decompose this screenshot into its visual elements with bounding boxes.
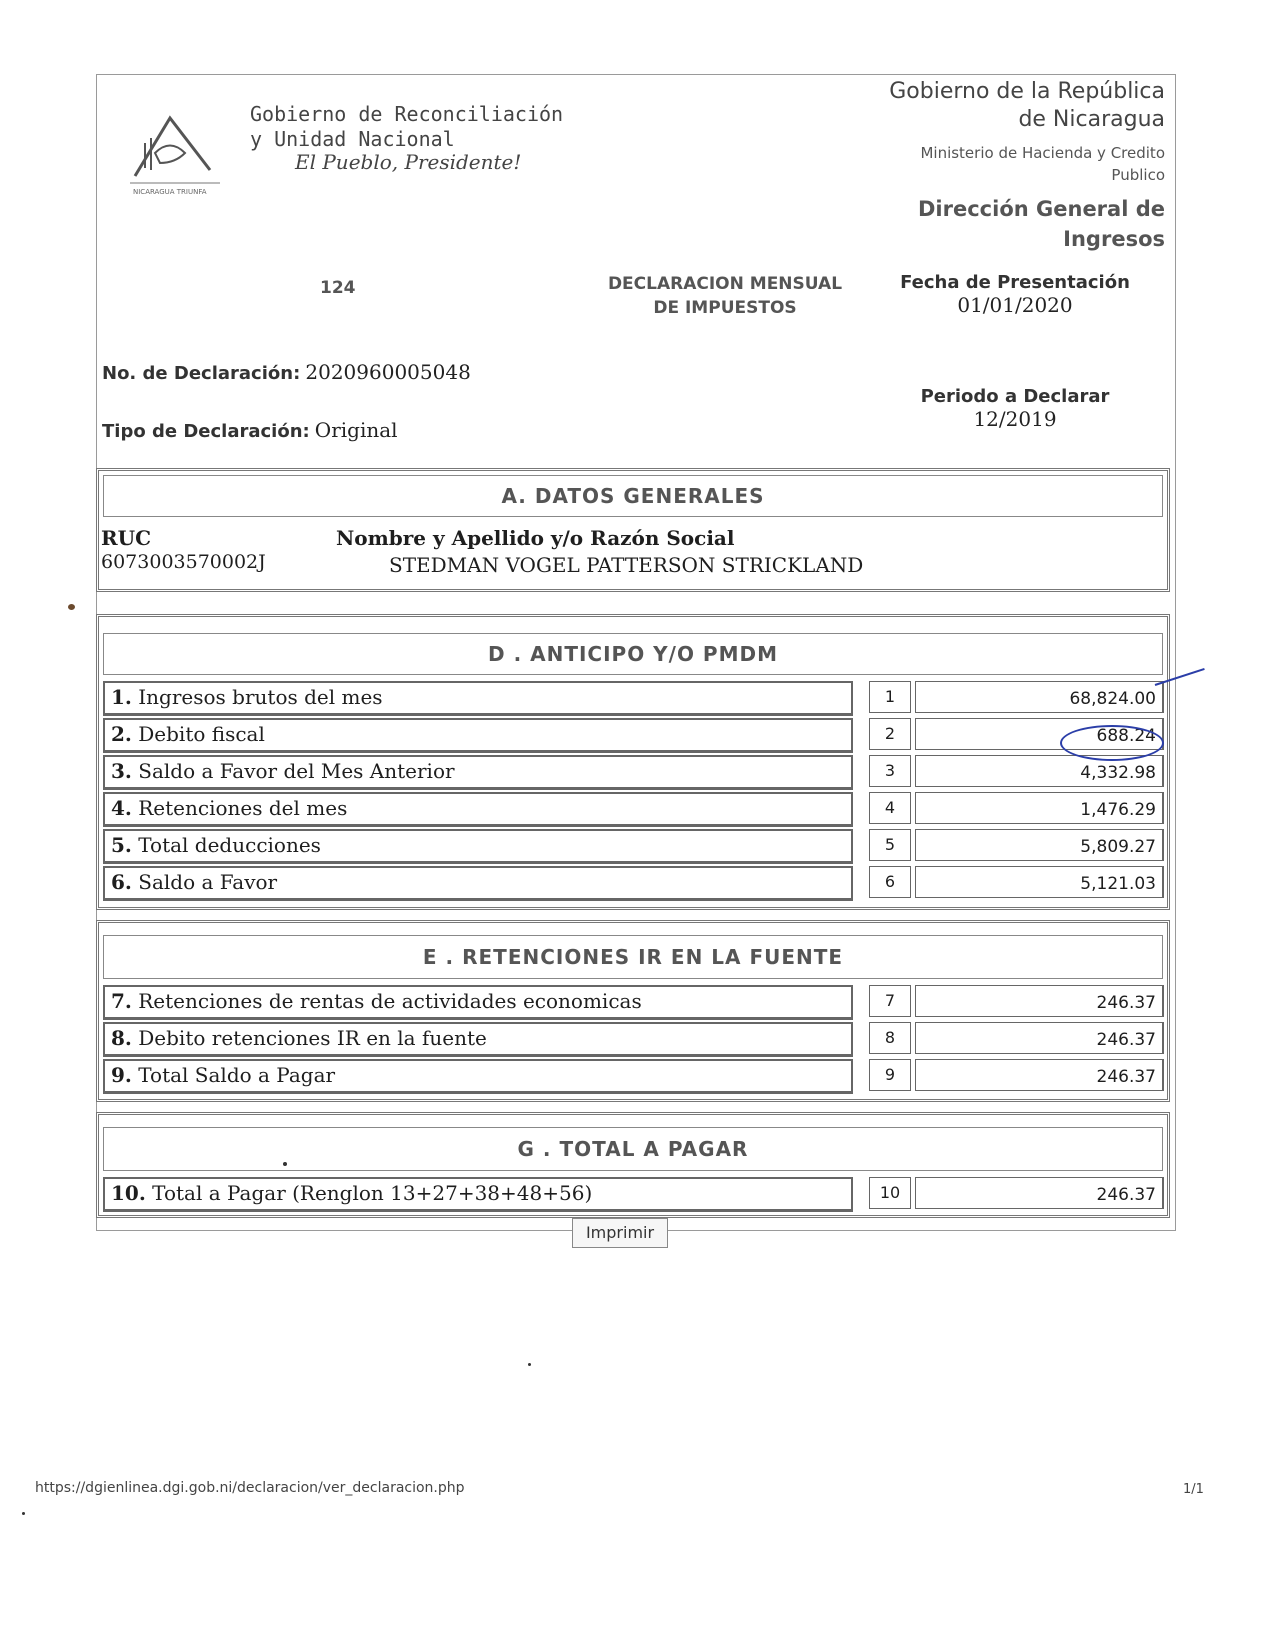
row-label — [103, 681, 853, 716]
row-label — [103, 755, 853, 790]
no-decl-label: No. de Declaración: — [102, 363, 301, 384]
motto: El Pueblo, Presidente! — [295, 150, 522, 174]
declaration-title-line2: DE IMPUESTOS — [653, 298, 797, 318]
speck — [22, 1512, 25, 1515]
row-text: Debito fiscal — [138, 722, 265, 746]
amount: 688.24 — [915, 718, 1164, 750]
amount: 246.37 — [915, 1177, 1164, 1209]
print-button[interactable]: Imprimir — [572, 1218, 668, 1248]
retenciones-title: E . RETENCIONES IR EN LA FUENTE — [103, 935, 1163, 979]
gov-right-line6: Ingresos — [1063, 227, 1165, 251]
row-text: Total deducciones — [138, 833, 321, 857]
row-text: Total Saldo a Pagar — [138, 1063, 336, 1087]
tipo-label: Tipo de Declaración: — [102, 421, 310, 442]
tipo-value: Original — [314, 418, 398, 442]
declaration-title — [590, 272, 860, 320]
amount: 68,824.00 — [915, 681, 1164, 713]
razon-social-label: Nombre y Apellido y/o Razón Social — [336, 526, 735, 550]
amount: 5,809.27 — [915, 829, 1164, 861]
row-label — [103, 866, 853, 901]
line-number: 8 — [869, 1022, 911, 1054]
anticipo-title: D . ANTICIPO Y/O PMDM — [103, 633, 1163, 675]
row-number: 2. — [111, 722, 132, 746]
amount: 1,476.29 — [915, 792, 1164, 824]
row-text: Retenciones de rentas de actividades economicas — [138, 989, 642, 1013]
gov-left-line1: Gobierno de Reconciliación — [250, 102, 564, 126]
row-number: 8. — [111, 1026, 132, 1050]
government-name-left — [250, 102, 563, 152]
row-number: 4. — [111, 796, 132, 820]
tipo-declaracion — [102, 418, 398, 442]
gov-left-line2: y Unidad Nacional — [250, 127, 455, 151]
footer-url: https://dgienlinea.dgi.gob.ni/declaracion/ver_declaracion.php — [35, 1480, 465, 1496]
row-text: Debito retenciones IR en la fuente — [138, 1026, 487, 1050]
gov-right-line2: de Nicaragua — [1018, 107, 1165, 132]
line-number: 3 — [869, 755, 911, 787]
fecha-label: Fecha de Presentación — [900, 272, 1130, 293]
line-number: 6 — [869, 866, 911, 898]
section-retenciones — [96, 920, 1170, 1102]
row-label — [103, 718, 853, 753]
row-label — [103, 1059, 853, 1094]
row-label — [103, 792, 853, 827]
row-number: 10. — [111, 1181, 146, 1205]
gov-right-line4: Publico — [1111, 166, 1165, 184]
section-total-pagar — [96, 1112, 1170, 1218]
datos-title: A. DATOS GENERALES — [103, 475, 1163, 517]
declaration-title-line1: DECLARACION MENSUAL — [607, 274, 843, 294]
form-number: 124 — [320, 278, 356, 298]
line-number: 2 — [869, 718, 911, 750]
government-logo-icon — [125, 108, 225, 198]
section-datos-generales — [96, 468, 1170, 592]
line-number: 5 — [869, 829, 911, 861]
speck — [528, 1363, 531, 1366]
line-number: 7 — [869, 985, 911, 1017]
row-label — [103, 1022, 853, 1057]
ruc-value: 6073003570002J — [101, 551, 266, 573]
razon-social-value: STEDMAN VOGEL PATTERSON STRICKLAND — [389, 553, 864, 577]
row-text: Total a Pagar (Renglon 13+27+38+48+56) — [152, 1181, 593, 1205]
line-number: 9 — [869, 1059, 911, 1091]
handwritten-circle — [1060, 725, 1164, 761]
row-number: 1. — [111, 685, 132, 709]
speck — [68, 604, 75, 610]
gov-right-line1: Gobierno de la República — [889, 79, 1165, 104]
row-text: Retenciones del mes — [138, 796, 348, 820]
fecha-presentacion — [895, 272, 1135, 317]
periodo-declarar — [895, 386, 1135, 431]
line-number: 1 — [869, 681, 911, 713]
row-label — [103, 985, 853, 1020]
gov-right-line3: Ministerio de Hacienda y Credito — [920, 144, 1165, 162]
row-text: Saldo a Favor del Mes Anterior — [138, 759, 455, 783]
total-title: G . TOTAL A PAGAR — [103, 1127, 1163, 1171]
row-number: 9. — [111, 1063, 132, 1087]
ruc-label: RUC — [101, 526, 151, 550]
amount: 4,332.98 — [915, 755, 1164, 787]
amount: 5,121.03 — [915, 866, 1164, 898]
row-number: 7. — [111, 989, 132, 1013]
row-label — [103, 1177, 853, 1212]
no-decl-value: 2020960005048 — [305, 360, 471, 384]
section-anticipo — [96, 614, 1170, 910]
amount: 246.37 — [915, 985, 1164, 1017]
row-text: Saldo a Favor — [138, 870, 278, 894]
row-number: 3. — [111, 759, 132, 783]
line-number: 10 — [869, 1177, 911, 1209]
fecha-value: 01/01/2020 — [957, 293, 1073, 317]
government-name-right — [889, 78, 1165, 254]
gov-right-line5: Dirección General de — [918, 197, 1165, 221]
amount: 246.37 — [915, 1059, 1164, 1091]
speck — [283, 1162, 287, 1166]
row-number: 6. — [111, 870, 132, 894]
row-number: 5. — [111, 833, 132, 857]
svg-text:NICARAGUA TRIUNFA: NICARAGUA TRIUNFA — [133, 188, 207, 196]
numero-declaracion — [102, 360, 471, 384]
amount: 246.37 — [915, 1022, 1164, 1054]
periodo-value: 12/2019 — [973, 407, 1057, 431]
footer-page-number: 1/1 — [1183, 1482, 1204, 1497]
periodo-label: Periodo a Declarar — [920, 386, 1110, 407]
row-label — [103, 829, 853, 864]
line-number: 4 — [869, 792, 911, 824]
row-text: Ingresos brutos del mes — [138, 685, 383, 709]
